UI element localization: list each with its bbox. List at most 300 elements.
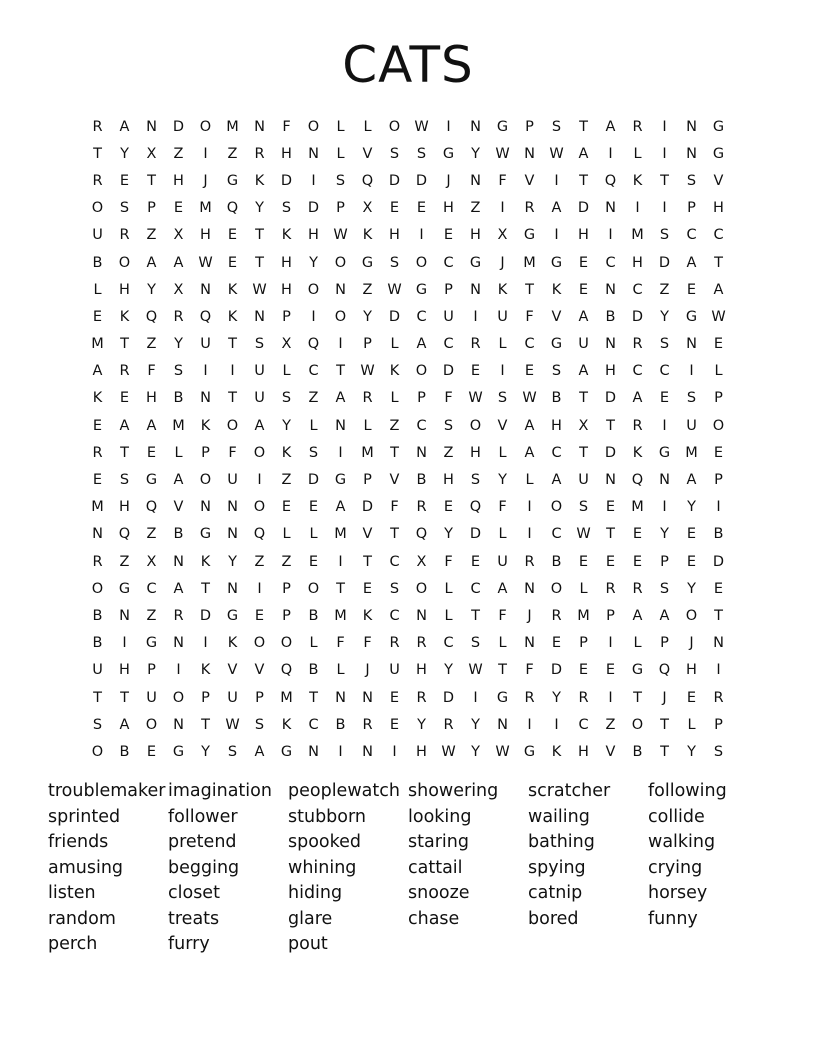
grid-letter: L	[633, 145, 642, 162]
word-list-item: spooked	[288, 832, 362, 852]
grid-letter: A	[254, 743, 265, 760]
grid-letter: L	[390, 336, 399, 353]
grid-letter: E	[524, 363, 535, 380]
grid-letter: E	[686, 553, 697, 570]
grid-letter: F	[525, 308, 534, 325]
grid-letter: K	[200, 662, 211, 679]
grid-letter: U	[497, 308, 508, 325]
grid-letter: L	[363, 417, 372, 434]
grid-letter: K	[92, 390, 103, 407]
grid-letter: G	[172, 743, 185, 760]
grid-letter: Y	[228, 553, 237, 570]
grid-letter: K	[200, 553, 211, 570]
grid-letter: N	[686, 336, 697, 353]
grid-letter: G	[550, 254, 563, 271]
grid-letter: A	[524, 444, 535, 461]
grid-letter: B	[308, 662, 319, 679]
word-list-item: follower	[168, 806, 238, 827]
grid-letter: X	[497, 227, 508, 244]
grid-letter: P	[201, 689, 210, 706]
grid-letter: E	[362, 580, 373, 597]
grid-letter: V	[497, 417, 508, 434]
grid-letter: S	[173, 363, 184, 380]
grid-letter: G	[658, 444, 671, 461]
grid-letter: T	[255, 227, 264, 244]
grid-letter: L	[498, 336, 507, 353]
grid-letter: T	[498, 662, 507, 679]
grid-letter: E	[659, 390, 670, 407]
grid-letter: R	[632, 118, 643, 135]
grid-letter: G	[334, 472, 347, 489]
word-list-item: bathing	[528, 832, 595, 852]
grid-letter: I	[662, 200, 667, 217]
grid-letter: I	[122, 635, 127, 652]
word-list-item: bored	[528, 908, 579, 929]
grid-letter: N	[227, 526, 238, 543]
grid-letter: K	[254, 172, 265, 189]
grid-letter: U	[92, 662, 103, 679]
grid-letter: N	[362, 743, 373, 760]
grid-letter: O	[415, 363, 428, 380]
grid-letter: B	[551, 553, 562, 570]
word-list-item: looking	[408, 806, 472, 827]
grid-letter: P	[201, 444, 210, 461]
grid-letter: L	[498, 444, 507, 461]
grid-letter: A	[497, 580, 508, 597]
grid-letter: V	[254, 662, 265, 679]
grid-letter: I	[608, 227, 613, 244]
grid-letter: T	[579, 444, 588, 461]
grid-letter: N	[470, 118, 481, 135]
grid-letter: W	[252, 281, 267, 298]
grid-letter: T	[147, 172, 156, 189]
grid-letter: P	[606, 607, 615, 624]
grid-letter: H	[578, 743, 589, 760]
grid-letter: T	[363, 553, 372, 570]
grid-letter: U	[254, 390, 265, 407]
grid-letter: G	[145, 635, 158, 652]
grid-letter: P	[525, 118, 534, 135]
grid-letter: X	[578, 417, 589, 434]
grid-letter: E	[713, 580, 724, 597]
grid-letter: E	[578, 553, 589, 570]
grid-row	[84, 657, 732, 684]
grid-letter: K	[362, 607, 373, 624]
grid-letter: C	[443, 635, 454, 652]
grid-row	[84, 358, 732, 385]
grid-letter: V	[524, 172, 535, 189]
grid-row	[84, 222, 732, 249]
grid-letter: D	[388, 172, 401, 189]
grid-letter: S	[308, 444, 319, 461]
grid-row	[84, 630, 732, 657]
grid-letter: E	[254, 607, 265, 624]
grid-letter: P	[282, 607, 291, 624]
grid-letter: R	[119, 363, 130, 380]
grid-letter: T	[660, 716, 669, 733]
grid-letter: P	[714, 390, 723, 407]
grid-letter: O	[307, 580, 320, 597]
grid-letter: I	[311, 308, 316, 325]
grid-letter: O	[91, 743, 104, 760]
grid-letter: Z	[227, 145, 238, 162]
grid-letter: B	[119, 743, 130, 760]
grid-letter: R	[119, 227, 130, 244]
grid-letter: L	[363, 118, 372, 135]
grid-letter: P	[579, 635, 588, 652]
grid-letter: K	[227, 635, 238, 652]
grid-letter: A	[632, 390, 643, 407]
grid-letter: O	[334, 254, 347, 271]
grid-letter: U	[227, 472, 238, 489]
grid-letter: K	[632, 444, 643, 461]
grid-letter: S	[551, 363, 562, 380]
grid-letter: E	[389, 689, 400, 706]
grid-letter: A	[254, 417, 265, 434]
grid-letter: T	[579, 390, 588, 407]
grid-letter: V	[551, 308, 562, 325]
grid-letter: E	[713, 336, 724, 353]
grid-letter: F	[363, 635, 372, 652]
grid-letter: P	[363, 472, 372, 489]
grid-letter: A	[578, 308, 589, 325]
grid-letter: Y	[498, 472, 507, 489]
grid-letter: N	[254, 118, 265, 135]
grid-letter: Y	[687, 580, 696, 597]
grid-letter: J	[527, 607, 532, 624]
grid-letter: S	[470, 472, 481, 489]
grid-letter: O	[172, 689, 185, 706]
grid-letter: T	[579, 172, 588, 189]
grid-letter: E	[92, 417, 103, 434]
grid-letter: U	[146, 689, 157, 706]
grid-letter: O	[388, 118, 401, 135]
grid-letter: Y	[201, 743, 210, 760]
grid-letter: Q	[631, 472, 644, 489]
grid-letter: A	[416, 336, 427, 353]
grid-letter: I	[662, 417, 667, 434]
grid-letter: E	[686, 526, 697, 543]
grid-letter: P	[363, 336, 372, 353]
grid-letter: F	[498, 499, 507, 516]
grid-letter: I	[689, 363, 694, 380]
grid-letter: Z	[659, 281, 670, 298]
grid-letter: R	[578, 689, 589, 706]
grid-letter: I	[527, 499, 532, 516]
grid-letter: O	[685, 607, 698, 624]
grid-letter: I	[608, 689, 613, 706]
grid-letter: S	[389, 580, 400, 597]
grid-letter: A	[632, 607, 643, 624]
grid-letter: Z	[146, 336, 157, 353]
grid-letter: V	[389, 472, 400, 489]
grid-letter: C	[632, 281, 643, 298]
grid-letter: I	[203, 145, 208, 162]
grid-letter: H	[470, 444, 481, 461]
grid-letter: Q	[469, 499, 482, 516]
grid-letter: I	[257, 472, 262, 489]
grid-letter: W	[414, 118, 429, 135]
grid-letter: D	[577, 200, 590, 217]
word-list-item: horsey	[648, 883, 708, 903]
word-list-item: begging	[168, 857, 240, 878]
grid-letter: Y	[444, 662, 453, 679]
grid-letter: S	[686, 390, 697, 407]
grid-letter: L	[309, 417, 318, 434]
grid-letter: R	[173, 607, 184, 624]
grid-row	[84, 167, 732, 194]
grid-letter: E	[389, 200, 400, 217]
grid-letter: S	[659, 227, 670, 244]
grid-letter: F	[336, 635, 345, 652]
grid-letter: I	[527, 716, 532, 733]
grid-letter: N	[173, 553, 184, 570]
grid-letter: M	[91, 336, 104, 353]
grid-letter: H	[605, 363, 616, 380]
word-list-item: following	[648, 781, 727, 801]
grid-letter: E	[416, 200, 427, 217]
grid-letter: O	[307, 281, 320, 298]
grid-letter: A	[92, 363, 103, 380]
grid-letter: D	[658, 254, 671, 271]
grid-letter: Z	[173, 145, 184, 162]
grid-letter: N	[605, 200, 616, 217]
grid-row	[84, 575, 732, 602]
word-list-item: troublemaker	[48, 781, 166, 801]
grid-letter: R	[416, 689, 427, 706]
grid-letter: G	[361, 254, 374, 271]
grid-letter: H	[200, 227, 211, 244]
grid-letter: L	[498, 635, 507, 652]
grid-letter: T	[579, 118, 588, 135]
grid-letter: E	[146, 743, 157, 760]
grid-letter: I	[662, 499, 667, 516]
grid-letter: N	[173, 716, 184, 733]
grid-letter: T	[93, 689, 102, 706]
grid-letter: P	[444, 281, 453, 298]
grid-letter: N	[686, 118, 697, 135]
grid-letter: R	[470, 336, 481, 353]
grid-letter: A	[146, 254, 157, 271]
grid-letter: N	[605, 281, 616, 298]
grid-letter: Z	[146, 227, 157, 244]
grid-letter: Y	[471, 716, 480, 733]
grid-letter: W	[576, 526, 591, 543]
grid-letter: N	[713, 635, 724, 652]
grid-letter: Q	[415, 526, 428, 543]
grid-letter: I	[446, 118, 451, 135]
grid-letter: N	[605, 336, 616, 353]
grid-letter: S	[416, 145, 427, 162]
grid-letter: O	[91, 580, 104, 597]
grid-letter: A	[335, 390, 346, 407]
grid-letter: Q	[361, 172, 374, 189]
grid-letter: I	[257, 580, 262, 597]
grid-letter: I	[608, 145, 613, 162]
grid-letter: S	[551, 118, 562, 135]
grid-letter: U	[578, 472, 589, 489]
grid-letter: S	[254, 716, 265, 733]
grid-letter: V	[227, 662, 238, 679]
grid-letter: D	[415, 172, 428, 189]
grid-letter: M	[334, 526, 347, 543]
grid-letter: T	[120, 444, 129, 461]
grid-letter: T	[606, 526, 615, 543]
grid-letter: P	[147, 200, 156, 217]
grid-letter: W	[225, 716, 240, 733]
grid-letter: N	[659, 472, 670, 489]
grid-letter: Q	[253, 526, 266, 543]
grid-letter: I	[419, 227, 424, 244]
grid-letter: F	[498, 607, 507, 624]
grid-letter: O	[118, 254, 131, 271]
grid-letter: F	[525, 662, 534, 679]
grid-letter: N	[254, 308, 265, 325]
grid-letter: Z	[389, 417, 400, 434]
grid-letter: R	[416, 499, 427, 516]
grid-letter: I	[554, 172, 559, 189]
grid-letter: C	[308, 363, 319, 380]
grid-letter: A	[335, 499, 346, 516]
grid-letter: G	[226, 607, 239, 624]
grid-letter: T	[336, 363, 345, 380]
grid-letter: A	[551, 472, 562, 489]
grid-letter: I	[500, 200, 505, 217]
grid-letter: X	[146, 553, 157, 570]
grid-letter: R	[524, 553, 535, 570]
grid-letter: O	[253, 635, 266, 652]
word-list-item: crying	[648, 857, 703, 878]
grid-letter: U	[497, 553, 508, 570]
grid-letter: S	[497, 390, 508, 407]
grid-letter: A	[119, 716, 130, 733]
grid-letter: P	[660, 553, 669, 570]
grid-letter: W	[198, 254, 213, 271]
grid-letter: G	[523, 227, 536, 244]
grid-letter: M	[361, 444, 374, 461]
grid-letter: R	[362, 716, 373, 733]
grid-letter: X	[416, 553, 427, 570]
grid-letter: J	[662, 689, 667, 706]
grid-letter: A	[659, 607, 670, 624]
grid-letter: V	[173, 499, 184, 516]
grid-letter: H	[443, 472, 454, 489]
grid-letter: U	[254, 363, 265, 380]
grid-letter: K	[551, 281, 562, 298]
grid-letter: N	[200, 281, 211, 298]
grid-row	[84, 195, 732, 222]
grid-letter: O	[415, 254, 428, 271]
grid-row	[84, 684, 732, 711]
grid-letter: N	[335, 281, 346, 298]
grid-letter: R	[632, 417, 643, 434]
grid-letter: H	[308, 227, 319, 244]
grid-row	[84, 439, 732, 466]
grid-letter: E	[578, 281, 589, 298]
grid-letter: J	[689, 635, 694, 652]
grid-letter: R	[92, 118, 103, 135]
grid-letter: U	[443, 308, 454, 325]
grid-letter: K	[119, 308, 130, 325]
grid-letter: Q	[280, 662, 293, 679]
grid-letter: N	[605, 472, 616, 489]
grid-letter: T	[714, 607, 723, 624]
grid-letter: L	[498, 526, 507, 543]
grid-letter: E	[443, 227, 454, 244]
word-list-item: stubborn	[288, 806, 366, 827]
grid-letter: N	[362, 689, 373, 706]
grid-letter: E	[686, 281, 697, 298]
grid-letter: E	[443, 499, 454, 516]
word-list-item: cattail	[408, 857, 463, 878]
grid-letter: G	[712, 145, 725, 162]
grid-letter: T	[660, 743, 669, 760]
word-list-item: furry	[168, 934, 210, 954]
word-list-item: chase	[408, 908, 460, 929]
grid-letter: W	[549, 145, 564, 162]
grid-letter: S	[578, 499, 589, 516]
grid-letter: T	[633, 689, 642, 706]
grid-letter: M	[91, 499, 104, 516]
grid-letter: X	[146, 145, 157, 162]
grid-letter: E	[308, 553, 319, 570]
grid-letter: T	[255, 254, 264, 271]
grid-letter: I	[311, 172, 316, 189]
grid-letter: N	[227, 499, 238, 516]
grid-letter: A	[713, 281, 724, 298]
grid-letter: P	[687, 200, 696, 217]
word-list-item: catnip	[528, 883, 583, 903]
grid-letter: R	[632, 580, 643, 597]
grid-letter: T	[120, 336, 129, 353]
grid-letter: T	[228, 390, 237, 407]
grid-letter: A	[524, 417, 535, 434]
grid-letter: Y	[687, 743, 696, 760]
grid-letter: S	[254, 336, 265, 353]
word-list-item: hiding	[288, 883, 343, 903]
grid-letter: I	[527, 526, 532, 543]
grid-letter: P	[336, 200, 345, 217]
grid-letter: I	[176, 662, 181, 679]
grid-letter: A	[686, 254, 697, 271]
grid-letter: T	[606, 417, 615, 434]
grid-letter: A	[551, 200, 562, 217]
word-list-item: listen	[48, 883, 96, 903]
grid-letter: E	[605, 553, 616, 570]
grid-letter: E	[632, 526, 643, 543]
grid-letter: Q	[226, 200, 239, 217]
grid-letter: N	[416, 444, 427, 461]
grid-letter: F	[444, 553, 453, 570]
grid-letter: E	[686, 689, 697, 706]
grid-letter: B	[632, 743, 643, 760]
grid-letter: N	[308, 145, 319, 162]
grid-letter: H	[551, 417, 562, 434]
grid-letter: E	[308, 499, 319, 516]
grid-letter: I	[500, 363, 505, 380]
grid-letter: M	[334, 607, 347, 624]
grid-letter: N	[200, 390, 211, 407]
grid-letter: I	[473, 308, 478, 325]
grid-letter: A	[146, 417, 157, 434]
grid-letter: M	[631, 227, 644, 244]
grid-letter: Y	[471, 145, 480, 162]
grid-letter: P	[282, 580, 291, 597]
grid-letter: H	[281, 145, 292, 162]
grid-letter: M	[685, 444, 698, 461]
grid-letter: O	[469, 417, 482, 434]
grid-letter: C	[416, 308, 427, 325]
